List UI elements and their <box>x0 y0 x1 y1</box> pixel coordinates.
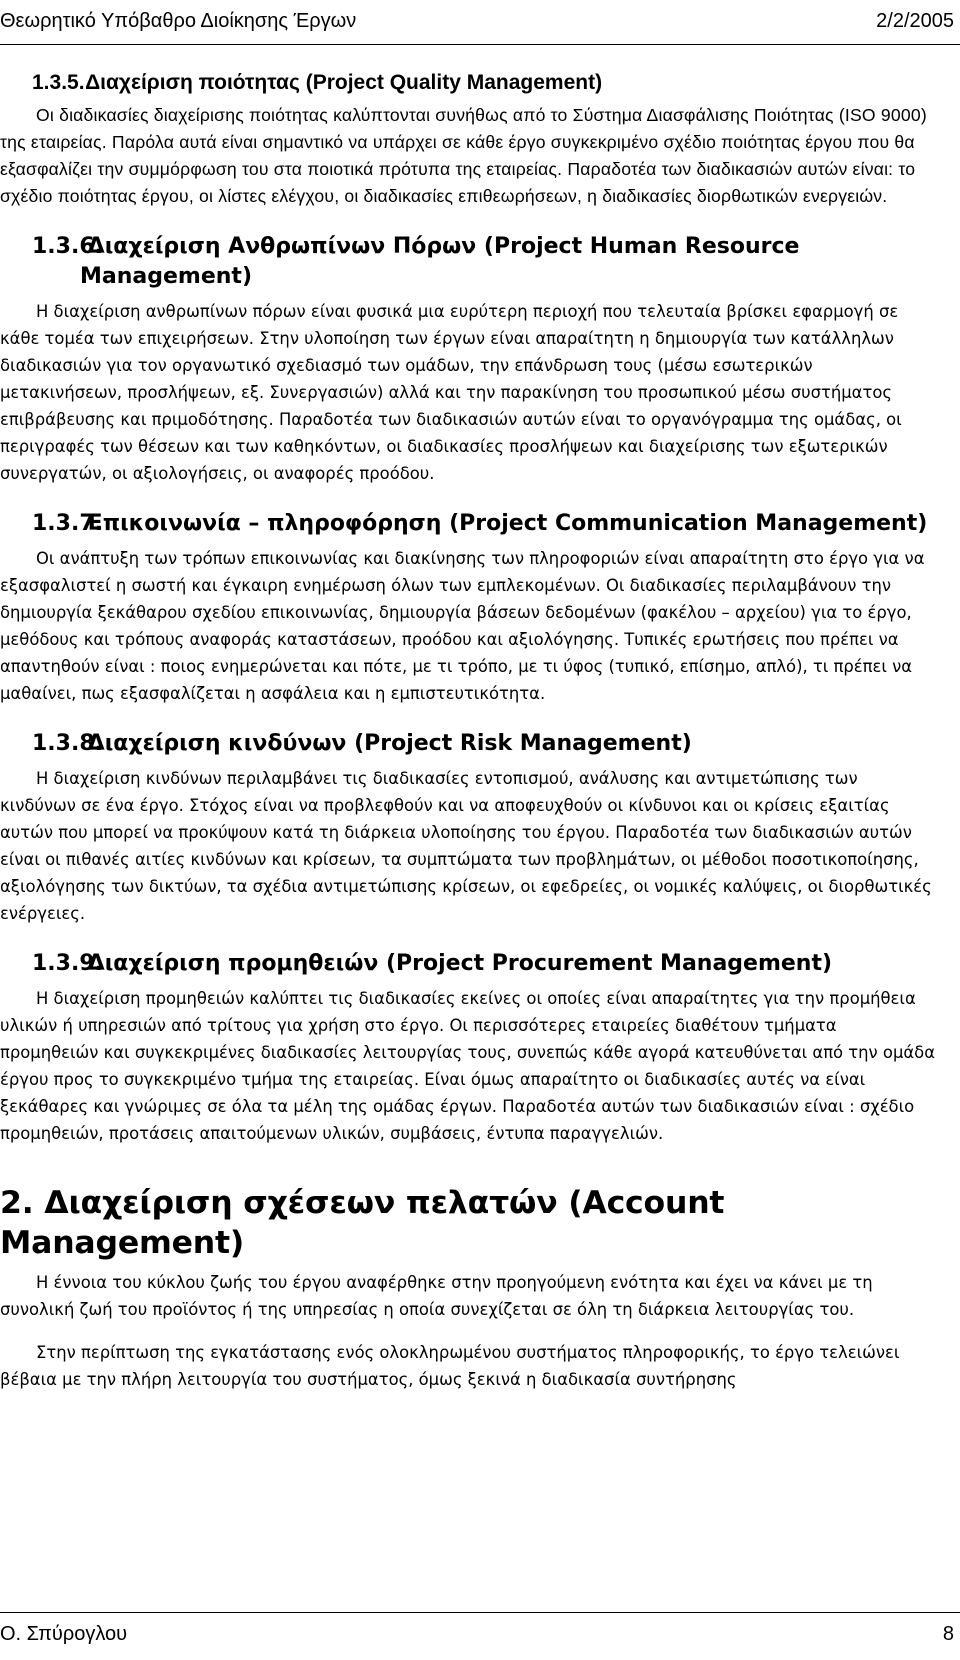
page-header <box>0 0 960 45</box>
section-heading-procurement <box>0 949 935 979</box>
page-number: 8 <box>942 1623 954 1645</box>
section-heading-risk <box>0 729 935 759</box>
section-paragraph-quality: Οι διαδικασίες διαχείρισης ποιότητας καλύπτονται συνήθως από το Σύστημα Διασφάλισης Ποιότητας (ISO 9000) της εταιρείας. Παρόλα αυτά είναι σημαντικό να υπάρχει σε κάθε έργο συγκεκριμένο σχέδιο ποιότητας έργου που θα εξασφαλίζει την συμμόρφωση του στα ποιοτικά πρότυπα της εταιρείας. Παραδοτέα των διαδικασιών αυτών είναι: το σχέδιο ποιότητας έργου, οι λίστες ελέγχου, οι διαδικασίες επιθεωρήσεων, η διαδικασίες διορθωτικών ενεργειών. <box>0 105 927 206</box>
section-paragraph-procurement: Η διαχείριση προμηθειών καλύπτει τις διαδικασίες εκείνες οι οποίες είναι απαραίτητες για την προμήθεια υλικών ή υπηρεσιών από τρίτους για χρήση στο έργο. Οι περισσότερες εταιρείες διαθέτουν τμήματα προμηθειών και συγκεκριμένες διαδικασίες λειτουργίας τους, συνεπώς κάθε αγορά κατευθύνεται από την ομάδα έργου προς το συγκεκριμένο τμήμα της εταιρείας. Είναι όμως απαραίτητο οι διαδικασίες αυτές να είναι ξεκάθαρες και γνώριμες σε όλα τα μέλη της ομάδας έργων. Παραδοτέα αυτών των διαδικασιών είναι : σχέδιο προμηθειών, προτάσεις απαιτούμενων υλικών, συμβάσεις, έντυπα παραγγελιών. <box>0 989 936 1143</box>
section-title: Διαχείριση Ανθρωπίνων Πόρων (Project Human Resource Management) <box>80 234 800 289</box>
section-title: Διαχείριση κινδύνων (Project Risk Management) <box>87 731 692 756</box>
page-content <box>0 68 935 1393</box>
author-name: Ο. Σπύρογλου <box>0 1623 128 1645</box>
section-title: Επικοινωνία – πληροφόρηση (Project Communication Management) <box>87 511 928 536</box>
section-number: 1.3.6. <box>32 234 103 259</box>
chapter-paragraph-1: Η έννοια του κύκλου ζωής του έργου αναφέρθηκε στην προηγούμενη ενότητα και έχει να κάνει με τη συνολική ζωή του προϊόντος ή της υπηρεσίας η οποία συνεχίζεται σε όλη τη διάρκεια λειτουργίας του. <box>0 1273 873 1319</box>
section-heading-human-resources <box>0 232 935 292</box>
section-number: 1.3.9. <box>32 951 103 976</box>
section-title: Διαχείριση προμηθειών (Project Procurement Management) <box>87 951 833 976</box>
section-heading-communication <box>0 509 935 539</box>
chapter-paragraph-2: Στην περίπτωση της εγκατάστασης ενός ολοκληρωμένου συστήματος πληροφορικής, το έργο τελειώνει βέβαια με την πλήρη λειτουργία του συστήματος, όμως ξεκινά η διαδικασία συντήρησης <box>0 1343 900 1389</box>
section-paragraph-human-resources: Η διαχείριση ανθρωπίνων πόρων είναι φυσικά μια ευρύτερη περιοχή που τελευταία βρίσκει εφαρμογή σε κάθε τομέα των επιχειρήσεων. Στην υλοποίηση των έργων είναι απαραίτητη η δημιουργία των κατάλληλων διαδικασιών για τον οργανωτικό σχεδιασμό των ομάδων, την επάνδρωση τους (μέσω εσωτερικών μετακινήσεων, προσλήψεων, εξ. Συνεργασιών) αλλά και την παρακίνηση του προσωπικού μέσω συστήματος επιβράβευσης και πριμοδότησης. Παραδοτέα των διαδικασιών αυτών είναι το οργανόγραμμα της ομάδας, οι περιγραφές των θέσεων και των καθηκόντων, οι διαδικασίες προσλήψεων και διαχείρισης των εξωτερικών συνεργατών, οι αξιολογήσεις, οι αναφορές προόδου. <box>0 302 902 483</box>
section-heading-quality <box>0 68 935 98</box>
document-date: 2/2/2005 <box>876 10 954 32</box>
section-number: 1.3.7. <box>32 511 103 536</box>
section-number: 1.3.8. <box>32 731 103 756</box>
page-footer <box>0 1612 960 1660</box>
section-paragraph-communication: Οι ανάπτυξη των τρόπων επικοινωνίας και διακίνησης των πληροφοριών είναι απαραίτητη στο έργο για να εξασφαλιστεί η σωστή και έγκαιρη ενημέρωση όλων των εμπλεκομένων. Οι διαδικασίες περιλαμβάνουν την δημιουργία ξεκάθαρου σχεδίου επικοινωνίας, δημιουργία βάσεων δεδομένων (φακέλου – αρχείου) για το έργο, μεθόδους και τρόπους αναφοράς καταστάσεων, προόδου και αξιολόγησης. Τυπικές ερωτήσεις που πρέπει να απαντηθούν είναι : ποιος ενημερώνεται και πότε, με τι τρόπο, με τι ύφος (τυπικό, επίσημο, απλό), τι πρέπει να μαθαίνει, πως εξασφαλίζεται η ασφάλεια και η εμπιστευτικότητα. <box>0 549 925 703</box>
document-title: Θεωρητικό Υπόβαθρο Διοίκησης Έργων <box>0 10 357 32</box>
section-number: 1.3.5. <box>32 71 85 94</box>
chapter-number: 2. <box>0 1185 34 1221</box>
chapter-title: Διαχείριση σχέσεων πελατών (Account Management) <box>0 1185 725 1261</box>
chapter-heading-account <box>0 1183 935 1263</box>
section-paragraph-risk: Η διαχείριση κινδύνων περιλαμβάνει τις διαδικασίες εντοπισμού, ανάλυσης και αντιμετώπισης των κινδύνων σε ένα έργο. Στόχος είναι να προβλεφθούν και να αποφευχθούν οι κίνδυνοι και οι κρίσεις εξαιτίας αυτών που μπορεί να προκύψουν κατά τη διάρκεια υλοποίησης του έργου. Παραδοτέα των διαδικασιών αυτών είναι οι πιθανές αιτίες κινδύνων και κρίσεων, τα συμπτώματα των προβλημάτων, οι μέθοδοι ποσοτικοποίησης, αξιολόγησης των δικτύων, τα σχέδια αντιμετώπισης κρίσεων, οι εφεδρείες, οι νομικές καλύψεις, οι διορθωτικές ενέργειες. <box>0 769 932 923</box>
section-title: Διαχείριση ποιότητας (Project Quality Management) <box>85 71 603 94</box>
